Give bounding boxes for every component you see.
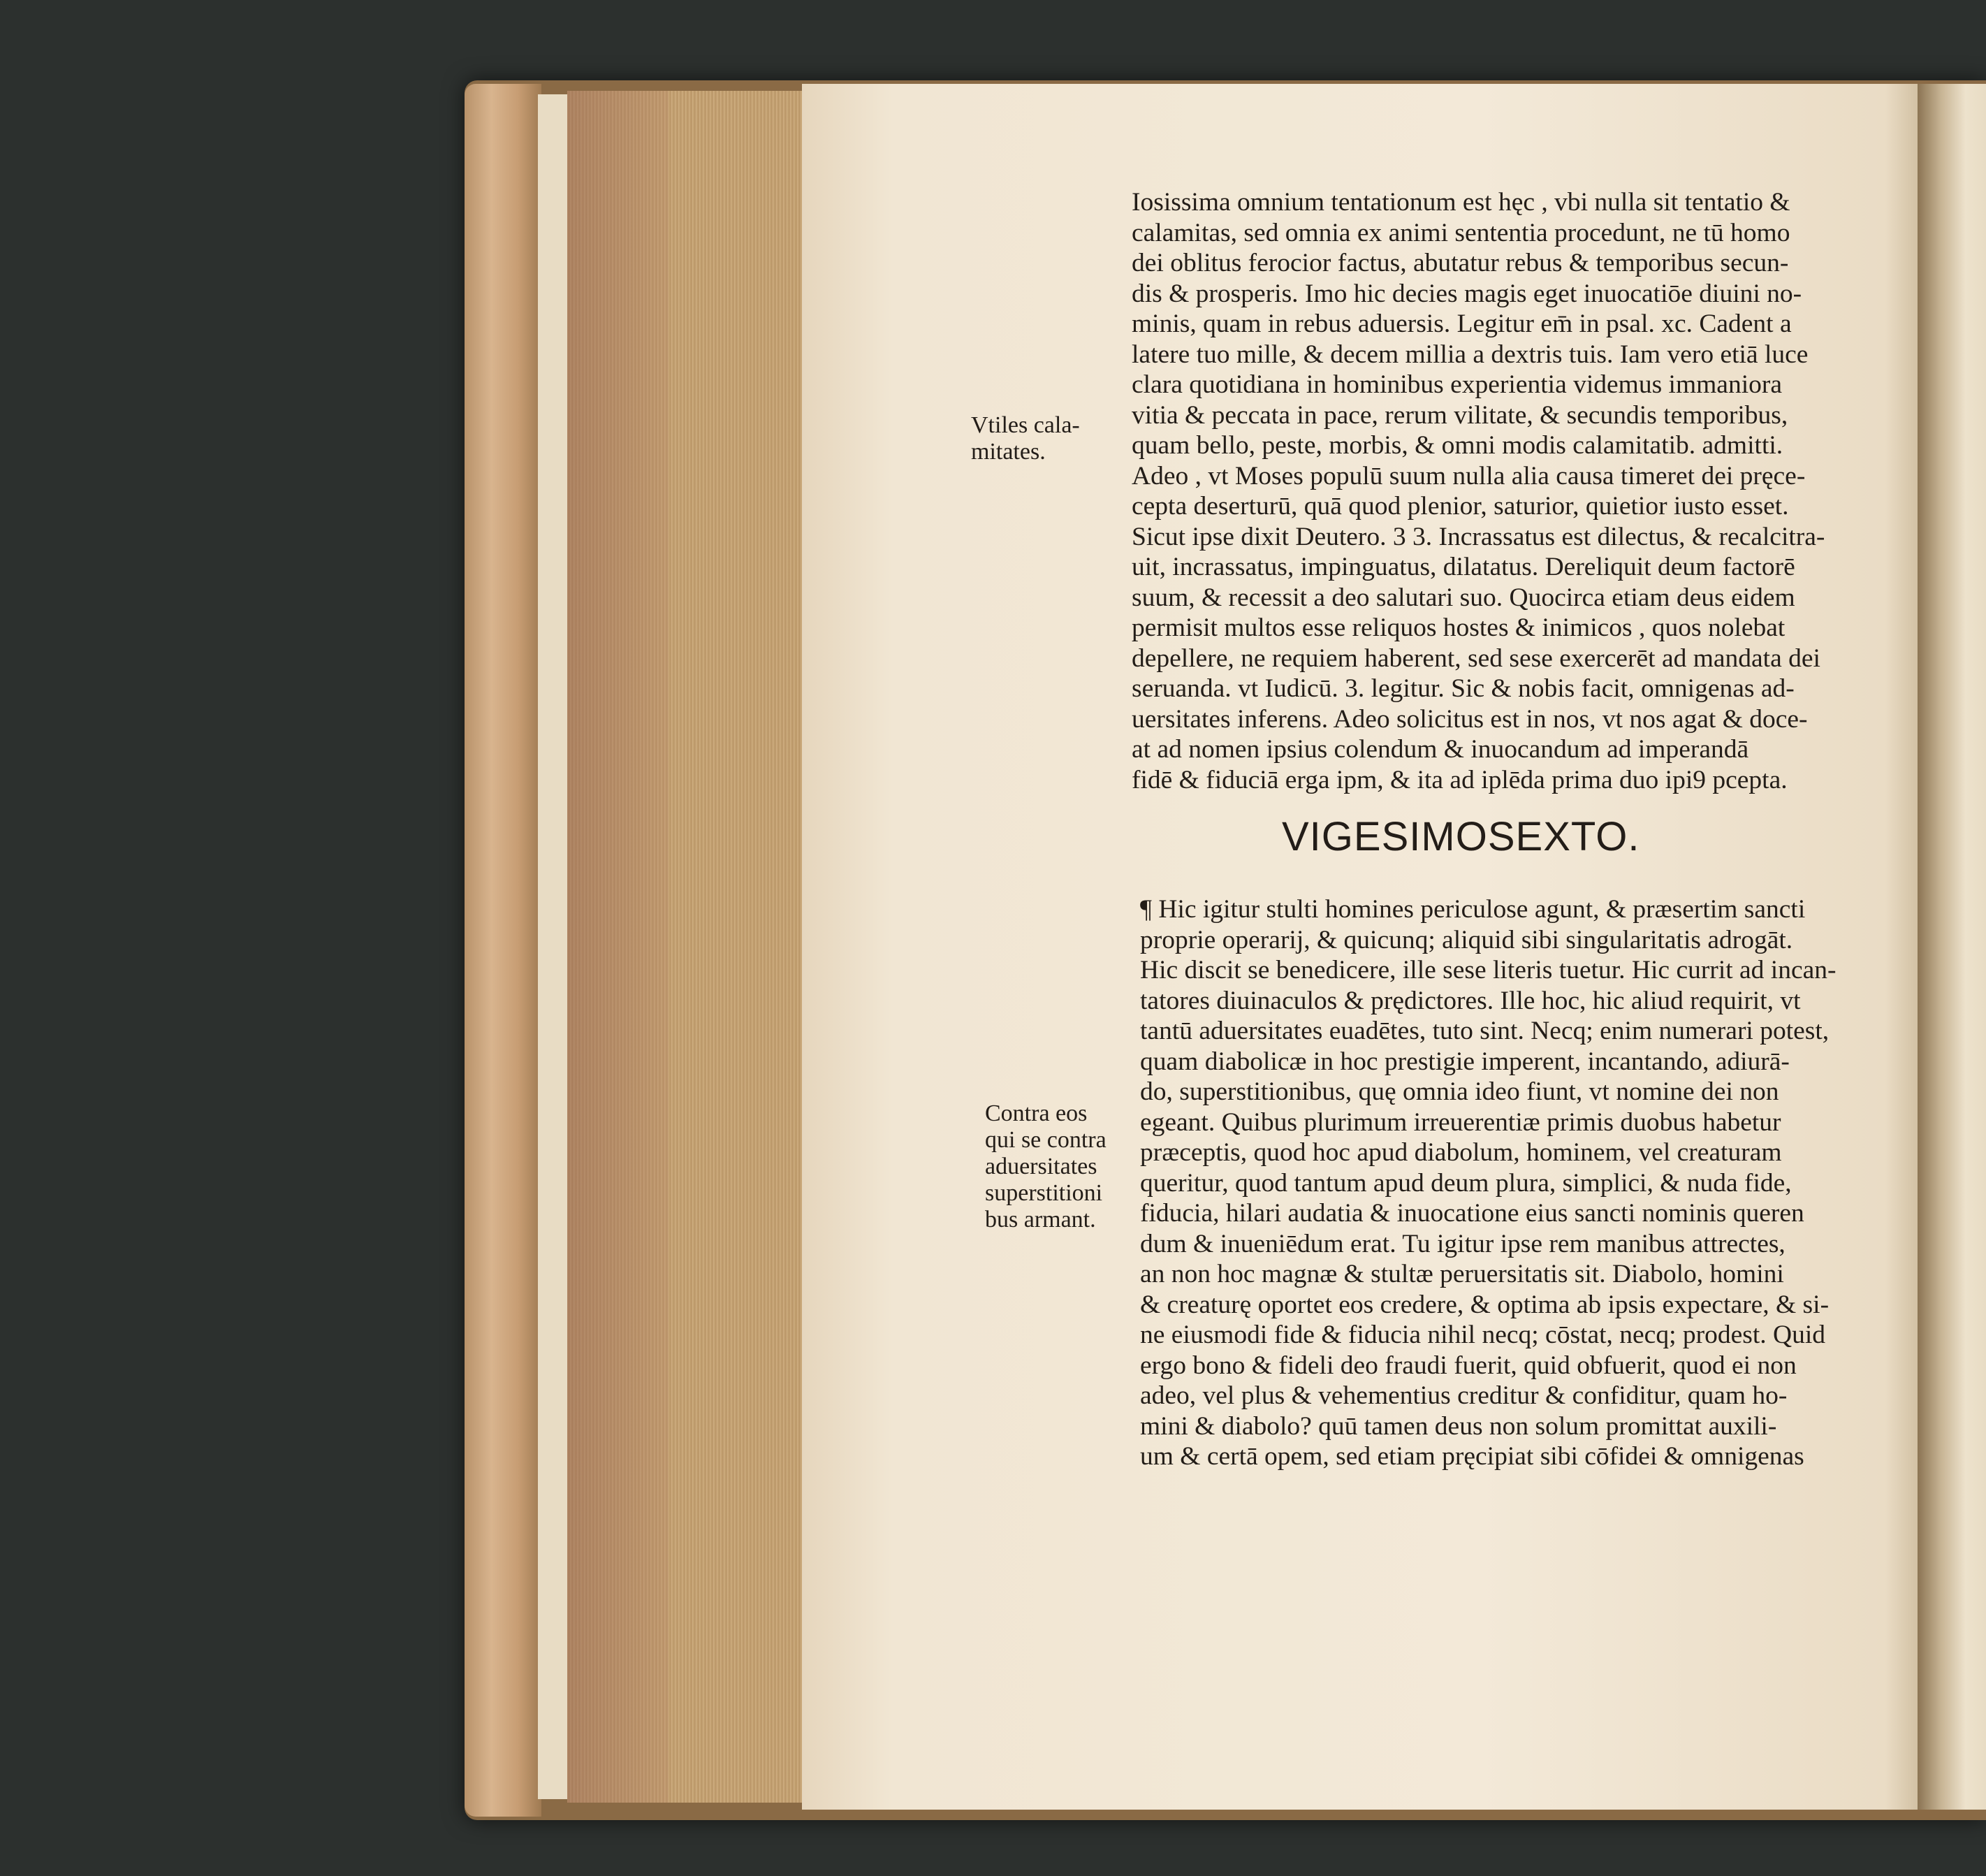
second-text-line: proprie operarij, & quicunq; aliquid sibi singularitatis adrogāt.: [1140, 925, 1793, 954]
main-text-line: Adeo , vt Moses populū suum nulla alia causa timeret dei pręce-: [1132, 461, 1806, 490]
main-text-line: quam bello, peste, morbis, & omni modis calamitatib. admitti.: [1132, 431, 1783, 460]
main-text-line: permisit multos esse reliquos hostes & inimicos , quos nolebat: [1132, 613, 1786, 642]
main-text-line: Sicut ipse dixit Deutero. 3 3. Incrassatus est dilectus, & recalcitra-: [1132, 522, 1825, 551]
margin-note-contra: [985, 1100, 1107, 1233]
second-text-line: ¶ Hic igitur stulti homines periculose agunt, & præsertim sancti: [1140, 895, 1806, 924]
main-text-line: vitia & peccata in pace, rerum vilitate, & secundis temporibus,: [1132, 400, 1788, 430]
main-text-line: fidē & fiduciā erga ipm, & ita ad iplēda prima duo ipi9 pcepta.: [1132, 765, 1788, 794]
margin-note-line: qui se contra: [985, 1127, 1107, 1153]
margin-note-line: aduersitates: [985, 1154, 1097, 1179]
main-text-line: dis & prosperis. Imo hic decies magis eget inuocatiōe diuini no-: [1132, 279, 1802, 308]
second-text-line: Hic discit se benedicere, ille sese literis tuetur. Hic currit ad incan-: [1140, 956, 1837, 984]
second-text-line: queritur, quod tantum apud deum plura, simplici, & nuda fide,: [1140, 1168, 1792, 1198]
second-text-line: mini & diabolo? quū tamen deus non solum promittat auxili-: [1140, 1411, 1777, 1441]
second-text-block: [1140, 894, 1888, 1472]
main-text-line: calamitas, sed omnia ex animi sententia procedunt, ne tū homo: [1132, 218, 1790, 247]
second-text-line: dum & inueniēdum erat. Tu igitur ipse rem manibus attrectes,: [1140, 1229, 1786, 1258]
second-text-line: do, superstitionibus, quę omnia ideo fiunt, vt nomine dei non: [1140, 1077, 1779, 1106]
book-gutter: [1918, 84, 1986, 1810]
margin-note-line: bus armant.: [985, 1207, 1096, 1233]
main-text-line: seruanda. vt Iudicū. 3. legitur. Sic & nobis facit, omnigenas ad-: [1132, 674, 1795, 703]
main-text-block: [1132, 187, 1886, 795]
second-text-line: quam diabolicæ in hoc prestigie imperent, incantando, adiurā-: [1140, 1047, 1790, 1076]
main-text-line: dei oblitus ferocior factus, abutatur rebus & temporibus secun-: [1132, 249, 1789, 277]
second-text-line: an non hoc magnæ & stultæ peruersitatis sit. Diabolo, homini: [1140, 1260, 1784, 1288]
main-text-line: Iosissima omnium tentationum est hęc , vbi nulla sit tentatio &: [1132, 188, 1790, 217]
main-text-line: clara quotidiana in hominibus experientia videmus immaniora: [1132, 370, 1782, 399]
margin-note-line: superstitioni: [985, 1180, 1103, 1206]
second-text-line: ergo bono & fideli deo fraudi fuerit, quid obfuerit, quod ei non: [1140, 1351, 1797, 1380]
second-text-line: adeo, vel plus & vehementius creditur & confiditur, quam ho-: [1140, 1381, 1788, 1410]
margin-note-utiles: [971, 412, 1080, 465]
second-text-line: fiducia, hilari audatia & inuocatione eius sancti nominis queren: [1140, 1199, 1804, 1228]
main-text-line: at ad nomen ipsius colendum & inuocandum ad imperandā: [1132, 735, 1749, 764]
section-heading: VIGESIMOSEXTO.: [1282, 814, 1640, 859]
page-fore-edge-shade: [567, 91, 669, 1803]
paper-edge: [538, 94, 569, 1799]
second-text-line: tantū aduersitates euadētes, tuto sint. Necq; enim numerari potest,: [1140, 1017, 1830, 1045]
second-text-line: & creaturę oportet eos credere, & optima ab ipsis expectare, & si-: [1140, 1290, 1830, 1319]
second-text-line: egeant. Quibus plurimum irreuerentiæ primis duobus habetur: [1140, 1107, 1781, 1137]
main-text-line: cepta deserturū, quā quod plenior, saturior, quietior iusto esset.: [1132, 492, 1789, 521]
main-text-line: depellere, ne requiem haberent, sed sese exercerēt ad mandata dei: [1132, 643, 1820, 673]
main-text-line: uersitates inferens. Adeo solicitus est in nos, vt nos agat & doce-: [1132, 704, 1808, 734]
margin-note-line: Vtiles cala-: [971, 412, 1080, 438]
margin-note-line: mitates.: [971, 439, 1046, 465]
second-text-line: præceptis, quod hoc apud diabolum, hominem, vel creaturam: [1140, 1138, 1782, 1167]
main-text-line: latere tuo mille, & decem millia a dextris tuis. Iam vero etiā luce: [1132, 340, 1809, 369]
main-text-line: uit, incrassatus, impinguatus, dilatatus. Dereliquit deum factorē: [1132, 553, 1795, 581]
second-text-line: ne eiusmodi fide & fiducia nihil necq; cōstat, necq; prodest. Quid: [1140, 1321, 1826, 1349]
second-text-line: tatores diuinaculos & prędictores. Ille hoc, hic aliud requirit, vt: [1140, 986, 1801, 1015]
main-text-line: minis, quam in rebus aduersis. Legitur em̄ in psal. xc. Cadent a: [1132, 310, 1792, 338]
book-cover-edge: [465, 84, 541, 1817]
main-text-line: suum, & recessit a deo salutari suo. Quocirca etiam deus eidem: [1132, 583, 1795, 612]
margin-note-line: Contra eos: [985, 1100, 1088, 1126]
second-text-line: um & certā opem, sed etiam pręcipiat sibi cōfidei & omnigenas: [1140, 1442, 1804, 1471]
